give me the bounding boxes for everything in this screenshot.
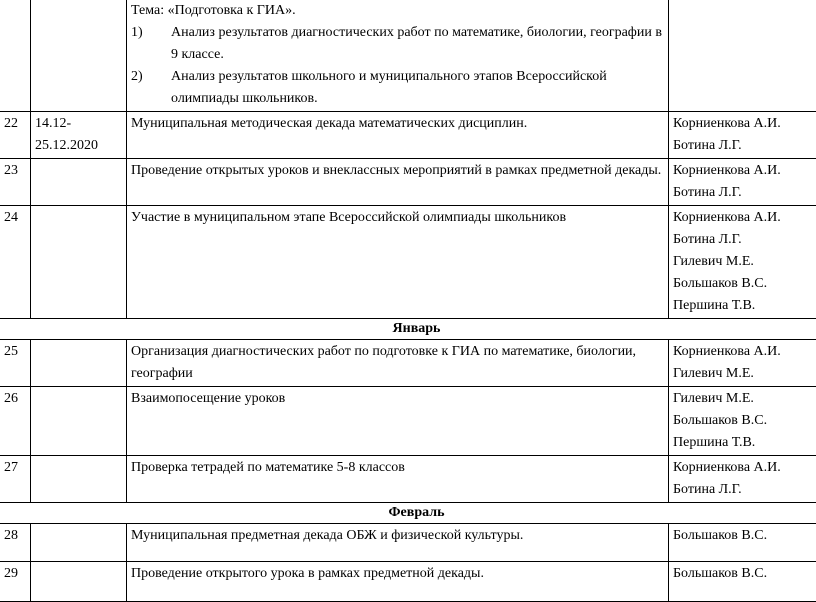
row-number: 22 xyxy=(0,112,31,159)
item-number: 1) xyxy=(131,22,143,44)
month-heading: Февраль xyxy=(0,503,816,524)
row-number: 26 xyxy=(0,387,31,456)
row-responsible xyxy=(669,112,816,159)
table-row xyxy=(0,0,816,112)
month-row xyxy=(0,503,816,524)
table-row xyxy=(0,456,816,503)
row-activity: Взаимопосещение уроков xyxy=(127,387,669,456)
row-responsible xyxy=(669,0,816,112)
responsible-name: Ботина Л.Г. xyxy=(673,182,816,204)
table-row xyxy=(0,112,816,159)
row-date xyxy=(31,0,127,112)
row-number xyxy=(0,0,31,112)
table-row xyxy=(0,387,816,456)
responsible-name: Корниенкова А.И. xyxy=(673,160,816,182)
table-row xyxy=(0,159,816,206)
responsible-name: Гилевич М.Е. xyxy=(673,363,816,385)
row-number: 27 xyxy=(0,456,31,503)
row-number: 25 xyxy=(0,340,31,387)
row-responsible xyxy=(669,524,816,562)
responsible-name: Першина Т.В. xyxy=(673,295,816,317)
row-activity: Проведение открытого урока в рамках предметной декады. xyxy=(127,562,669,602)
row-number: 28 xyxy=(0,524,31,562)
responsible-name: Гилевич М.Е. xyxy=(673,388,816,410)
row-activity: Проверка тетрадей по математике 5-8 классов xyxy=(127,456,669,503)
responsible-name: Большаков В.С. xyxy=(673,525,816,547)
item-text: Анализ результатов диагностических работ по математике, биологии, географии в 9 классе. xyxy=(171,25,662,62)
table-row xyxy=(0,340,816,387)
table-row xyxy=(0,206,816,319)
row-activity: Муниципальная методическая декада математических дисциплин. xyxy=(127,112,669,159)
row-date xyxy=(31,159,127,206)
row-responsible xyxy=(669,562,816,602)
row-date: 14.12-25.12.2020 xyxy=(31,112,127,159)
row-number: 29 xyxy=(0,562,31,602)
item-text: Анализ результатов школьного и муниципального этапов Всероссийской олимпиады школьников. xyxy=(171,69,607,106)
row-activity: Проведение открытых уроков и внеклассных мероприятий в рамках предметной декады. xyxy=(127,159,669,206)
row-date xyxy=(31,340,127,387)
row-date xyxy=(31,456,127,503)
row-activity xyxy=(127,0,669,112)
item-number: 2) xyxy=(131,66,143,88)
row-responsible xyxy=(669,387,816,456)
row-responsible xyxy=(669,206,816,319)
month-row xyxy=(0,319,816,340)
row-date xyxy=(31,206,127,319)
responsible-name: Гилевич М.Е. xyxy=(673,251,816,273)
responsible-name: Большаков В.С. xyxy=(673,410,816,432)
responsible-name: Корниенкова А.И. xyxy=(673,457,816,479)
responsible-name: Большаков В.С. xyxy=(673,273,816,295)
row-number: 23 xyxy=(0,159,31,206)
table-row xyxy=(0,562,816,602)
table-row xyxy=(0,524,816,562)
month-heading: Январь xyxy=(0,319,816,340)
row-responsible xyxy=(669,159,816,206)
responsible-name: Большаков В.С. xyxy=(673,563,816,585)
responsible-name: Корниенкова А.И. xyxy=(673,113,816,135)
responsible-name: Першина Т.В. xyxy=(673,432,816,454)
responsible-name: Ботина Л.Г. xyxy=(673,135,816,157)
topic-item xyxy=(131,66,664,110)
responsible-name: Корниенкова А.И. xyxy=(673,341,816,363)
topic-item xyxy=(131,22,664,66)
row-number: 24 xyxy=(0,206,31,319)
topic-title: Тема: «Подготовка к ГИА». xyxy=(131,0,664,22)
row-responsible xyxy=(669,456,816,503)
row-activity: Муниципальная предметная декада ОБЖ и физической культуры. xyxy=(127,524,669,562)
responsible-name: Ботина Л.Г. xyxy=(673,229,816,251)
row-date xyxy=(31,562,127,602)
row-date xyxy=(31,387,127,456)
responsible-name: Корниенкова А.И. xyxy=(673,207,816,229)
responsible-name: Ботина Л.Г. xyxy=(673,479,816,501)
row-activity: Участие в муниципальном этапе Всероссийской олимпиады школьников xyxy=(127,206,669,319)
row-activity: Организация диагностических работ по подготовке к ГИА по математике, биологии, географии xyxy=(127,340,669,387)
row-date xyxy=(31,524,127,562)
row-responsible xyxy=(669,340,816,387)
